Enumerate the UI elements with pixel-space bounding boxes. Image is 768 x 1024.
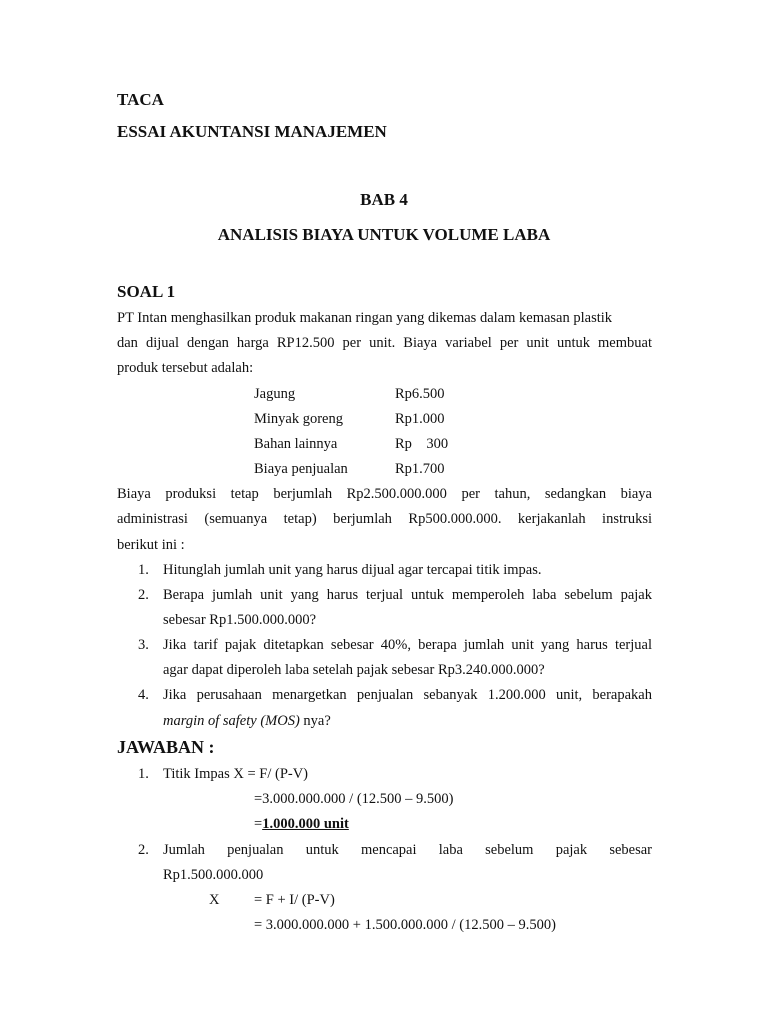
answer-result-prefix: = [254, 816, 263, 832]
intro-line-2: dan dijual dengan harga RP12.500 per unit. Biaya variabel per unit untuk membuat [117, 335, 652, 351]
cost-item: Minyak goreng [254, 411, 343, 427]
fixed-cost-line-1: Biaya produksi tetap berjumlah Rp2.500.000.000 per tahun, sedangkan biaya [117, 486, 652, 502]
cost-item: Bahan lainnya [254, 436, 338, 452]
answer-result [254, 816, 349, 833]
chapter-title: ANALISIS BIAYA UNTUK VOLUME LABA [217, 225, 551, 244]
jawaban-heading: JAWABAN : [117, 737, 215, 757]
question-text: agar dapat diperoleh laba setelah pajak sebesar Rp3.240.000.000? [163, 662, 545, 678]
question-text: Berapa jumlah unit yang harus terjual untuk memperoleh laba sebelum pajak [163, 587, 652, 603]
intro-line-1 [117, 310, 652, 327]
cost-value: Rp 300 [395, 436, 449, 452]
answer-number: 2. [138, 842, 149, 858]
question-number: 1. [138, 562, 149, 578]
question-text-suffix: nya? [299, 713, 331, 729]
mos-term: margin of safety (MOS) [163, 713, 300, 729]
question-number: 4. [138, 687, 149, 703]
answer-formula: Titik Impas X = F/ (P-V) [163, 766, 309, 782]
intro-line-1-text: PT Intan menghasilkan produk makanan ringan yang dikemas dalam kemasan plastik [117, 310, 613, 326]
cost-item: Biaya penjualan [254, 461, 348, 477]
answer-variable: X [209, 892, 220, 908]
answer-step: =3.000.000.000 / (12.500 – 9.500) [254, 791, 454, 807]
soal-heading: SOAL 1 [117, 282, 176, 301]
answer-formula: = F + I/ (P-V) [254, 892, 335, 908]
question-number: 3. [138, 637, 149, 653]
question-text [163, 713, 331, 730]
intro-line-3: produk tersebut adalah: [117, 360, 254, 376]
answer-text: Rp1.500.000.000 [163, 867, 264, 883]
cost-value: Rp6.500 [395, 386, 445, 402]
answer-step: = 3.000.000.000 + 1.500.000.000 / (12.500 – 9.500) [254, 917, 556, 933]
doc-header-course: ESSAI AKUNTANSI MANAJEMEN [117, 122, 387, 141]
chapter-number: BAB 4 [360, 190, 408, 209]
question-text: sebesar Rp1.500.000.000? [163, 612, 317, 628]
question-text: Jika perusahaan menargetkan penjualan sebanyak 1.200.000 unit, berapakah [163, 687, 652, 703]
doc-header-name: TACA [117, 90, 164, 109]
cost-value: Rp1.000 [395, 411, 445, 427]
cost-item: Jagung [254, 386, 296, 402]
cost-value: Rp1.700 [395, 461, 445, 477]
fixed-cost-line-2: administrasi (semuanya tetap) berjumlah Rp500.000.000. kerjakanlah instruksi [117, 511, 652, 527]
fixed-cost-line-3: berikut ini : [117, 537, 185, 553]
question-text: Hitunglah jumlah unit yang harus dijual agar tercapai titik impas. [163, 562, 542, 578]
answer-number: 1. [138, 766, 149, 782]
question-text: Jika tarif pajak ditetapkan sebesar 40%, berapa jumlah unit yang harus terjual [163, 637, 652, 653]
answer-text: Jumlah penjualan untuk mencapai laba sebelum pajak sebesar [163, 842, 652, 858]
answer-result-value: 1.000.000 unit [262, 816, 349, 832]
question-number: 2. [138, 587, 149, 603]
